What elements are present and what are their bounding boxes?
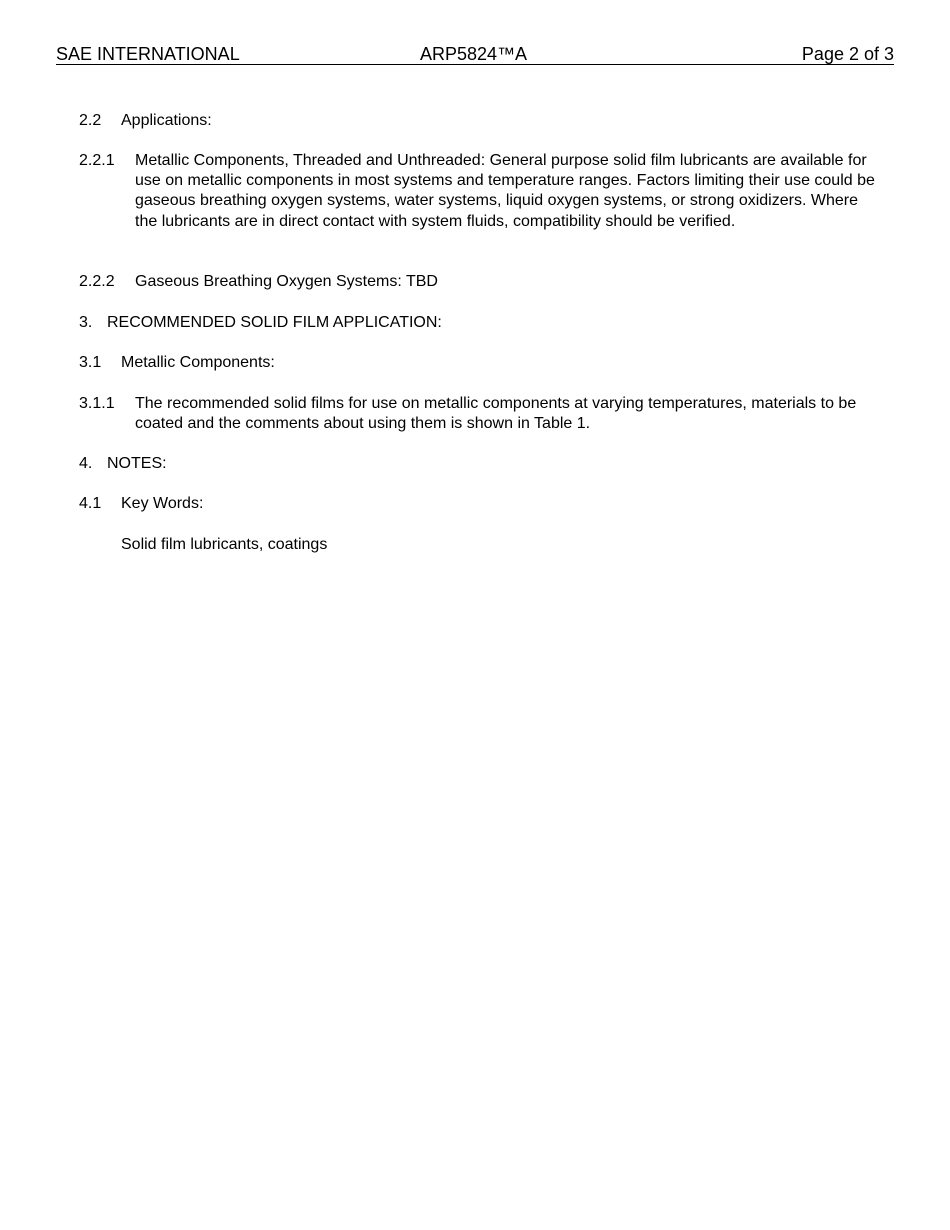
header-page-number: Page 2 of 3 (801, 44, 894, 64)
section-2-2-1-paragraph: Metallic Components, Threaded and Unthreaded: General purpose solid film lubricants are available for use on metallic components in most systems and temperature ranges. Factors limiting their use could be gaseous breathing oxygen systems, water systems, liquid oxygen systems, or strong oxidizers. Where the lubricants are in direct contact with system fluids, compatibility should be verified. (135, 152, 875, 230)
keywords-text: Solid film lubricants, coatings (121, 536, 328, 553)
section-title: Key Words: (121, 495, 204, 512)
section-3-1-1-paragraph: The recommended solid films for use on metallic components at varying temperatures, materials to be coated and the comments about using them is shown in Table 1. (135, 395, 857, 433)
header-document-id: ARP5824™A (420, 44, 528, 64)
section-title: RECOMMENDED SOLID FILM APPLICATION: (107, 314, 442, 331)
section-number: 4.1 (79, 495, 102, 512)
section-number: 3. (79, 314, 93, 331)
section-title: NOTES: (107, 455, 167, 472)
section-text: Gaseous Breathing Oxygen Systems: TBD (135, 273, 438, 290)
section-number: 4. (79, 455, 93, 472)
section-number: 2.2 (79, 112, 102, 129)
section-number: 3.1 (79, 354, 102, 371)
header-organization: SAE INTERNATIONAL (56, 44, 240, 64)
section-title: Applications: (121, 112, 212, 129)
section-number: 2.2.2 (79, 273, 115, 290)
page-header (56, 44, 894, 65)
section-number: 2.2.1 (79, 152, 115, 169)
section-title: Metallic Components: (121, 354, 275, 371)
section-number: 3.1.1 (79, 395, 115, 412)
